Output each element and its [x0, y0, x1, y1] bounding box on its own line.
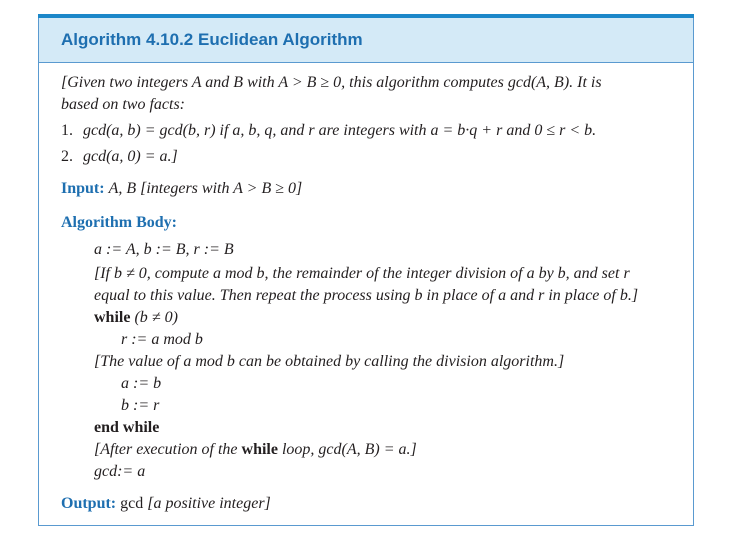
output-label: Output:	[61, 495, 117, 512]
algorithm-header	[39, 18, 693, 63]
input-label: Input:	[61, 180, 105, 197]
intro-line-2: based on two facts:	[61, 96, 185, 113]
intro-line-1: [Given two integers A and B with A > B ≥ 0, this algorithm computes gcd(A, B). It is	[61, 74, 602, 91]
fact-1-text: gcd(a, b) = gcd(b, r) if a, b, q, and r are integers with a = b·q + r and 0 ≤ r < b.	[83, 122, 597, 139]
input-line	[61, 179, 302, 199]
comment-3	[94, 440, 417, 460]
output-text-bracket: [a positive integer]	[147, 495, 271, 512]
output-line	[61, 494, 271, 514]
assign-b: b := r	[121, 397, 160, 414]
fact-2	[61, 147, 178, 167]
while-keyword: while	[94, 309, 131, 326]
algorithm-box	[38, 14, 694, 526]
while-line	[94, 308, 178, 328]
fact-1-number: 1.	[61, 122, 73, 139]
assign-a: a := b	[121, 375, 162, 392]
comment-2: [The value of a mod b can be obtained by calling the division algorithm.]	[94, 353, 565, 370]
comment-1-line-1: [If b ≠ 0, compute a mod b, the remainder of the integer division of a by b, and set r	[94, 265, 630, 282]
fact-2-number: 2.	[61, 148, 73, 165]
fact-2-text: gcd(a, 0) = a.]	[83, 148, 178, 165]
comment-1-line-2: equal to this value. Then repeat the process using b in place of a and r in place of b.]	[94, 287, 639, 304]
algorithm-title: Algorithm 4.10.2 Euclidean Algorithm	[61, 30, 363, 49]
fact-1	[61, 121, 596, 141]
algorithm-body-label: Algorithm Body:	[61, 214, 177, 231]
assign-initial: a := A, b := B, r := B	[94, 241, 234, 258]
end-while: end while	[94, 419, 160, 436]
comment-3-before: [After execution of the	[94, 441, 238, 458]
assign-gcd: gcd:= a	[94, 463, 146, 480]
output-text-prefix: gcd	[120, 495, 144, 512]
comment-3-keyword: while	[241, 441, 278, 458]
input-text: A, B [integers with A > B ≥ 0]	[108, 180, 303, 197]
assign-remainder: r := a mod b	[121, 331, 203, 348]
comment-3-after: loop, gcd(A, B) = a.]	[281, 441, 417, 458]
while-condition: (b ≠ 0)	[134, 309, 178, 326]
